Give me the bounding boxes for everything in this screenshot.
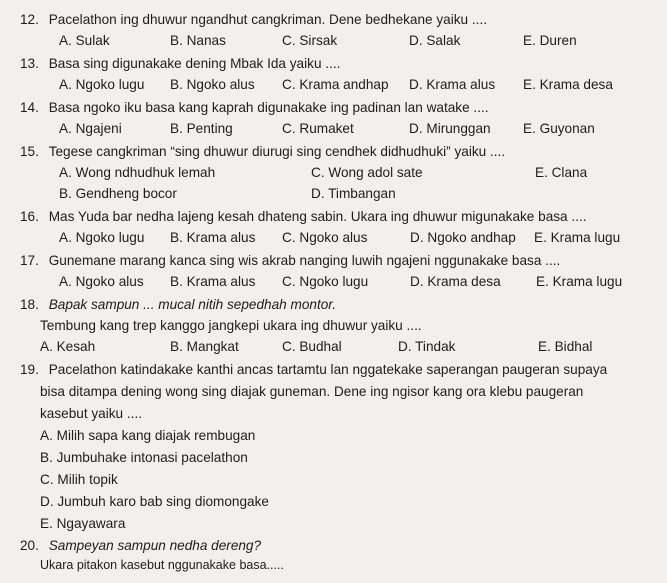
question-number: 13.: [20, 56, 39, 71]
question-15: [20, 143, 505, 160]
option-c: C. Ngoko lugu: [282, 274, 369, 289]
question-text: Tembung kang trep kanggo jangkepi ukara ing dhuwur yaiku ....: [40, 318, 422, 333]
question-number: 18.: [20, 297, 39, 312]
question-text: Tegese cangkriman “sing dhuwur diurugi sing cendhek didhudhuki” yaiku ....: [48, 144, 506, 159]
option-c: C. Rumaket: [282, 121, 354, 136]
option-a: A. Wong ndhudhuk lemah: [59, 165, 216, 180]
question-17: [20, 252, 560, 269]
question-text-line-3: kasebut yaiku ....: [40, 406, 143, 421]
option-d: D. Salak: [409, 33, 461, 48]
question-number: 14.: [20, 100, 39, 115]
option-e: E. Clana: [535, 165, 588, 180]
question-18: [20, 296, 336, 313]
option-a: A. Kesah: [40, 339, 96, 354]
option-c: C. Milih topik: [40, 472, 118, 487]
question-text: Pacelathon ing dhuwur ngandhut cangkriman. Dene bedhekane yaiku ....: [48, 12, 488, 27]
option-d: D. Krama desa: [410, 274, 501, 289]
question-20: [20, 537, 261, 554]
question-text: Basa sing digunakake dening Mbak Ida yaiku ....: [48, 56, 341, 71]
option-e: E. Duren: [523, 33, 577, 48]
question-text-line-2: bisa ditampa dening wong sing diajak guneman. Dene ing ngisor kang ora klebu paugeran: [40, 384, 584, 399]
option-a: A. Ngoko lugu: [59, 230, 145, 245]
question-text: Mas Yuda bar nedha lajeng kesah dhateng sabin. Ukara ing dhuwur migunakake basa ....: [48, 209, 587, 224]
option-e: E. Guyonan: [523, 121, 595, 136]
option-e: E. Krama lugu: [534, 230, 621, 245]
option-e: E. Krama lugu: [536, 274, 623, 289]
option-b: B. Ngoko alus: [170, 77, 255, 92]
option-b: B. Krama alus: [170, 274, 256, 289]
question-13: [20, 55, 340, 72]
question-number: 12.: [20, 12, 39, 27]
question-sentence: Bapak sampun ... mucal nitih sepedhah montor.: [48, 297, 337, 312]
option-b: B. Jumbuhake intonasi pacelathon: [40, 450, 248, 465]
question-14: [20, 99, 489, 116]
question-text: Gunemane marang kanca sing wis akrab nanging luwih ngajeni nggunakake basa ....: [48, 253, 561, 268]
option-b: B. Nanas: [170, 33, 226, 48]
question-number: 19.: [20, 362, 39, 377]
question-number: 17.: [20, 253, 39, 268]
option-a: A. Ngoko alus: [59, 274, 144, 289]
question-number: 20.: [20, 538, 39, 553]
question-text: Ukara pitakon kasebut nggunakake basa.....: [40, 558, 284, 572]
option-a: A. Ngoko lugu: [59, 77, 145, 92]
option-d: D. Krama alus: [409, 77, 496, 92]
option-c: C. Budhal: [282, 339, 342, 354]
option-b: B. Penting: [170, 121, 233, 136]
question-19: [20, 361, 607, 378]
option-c: C. Sirsak: [282, 33, 338, 48]
option-c: C. Ngoko alus: [282, 230, 368, 245]
option-d: D. Tindak: [398, 339, 456, 354]
option-e: E. Bidhal: [538, 339, 593, 354]
question-text: Basa ngoko iku basa kang kaprah digunakake ing padinan lan watake ....: [48, 100, 489, 115]
option-a: A. Milih sapa kang diajak rembugan: [40, 428, 256, 443]
option-d: D. Timbangan: [311, 186, 396, 201]
option-a: A. Ngajeni: [59, 121, 122, 136]
option-d: D. Ngoko andhap: [410, 230, 516, 245]
option-b: B. Mangkat: [170, 339, 239, 354]
option-e: E. Ngayawara: [40, 516, 126, 531]
option-c: C. Wong adol sate: [311, 165, 423, 180]
question-text-line-1: Pacelathon katindakake kanthi ancas tartamtu lan nggatekake saperangan paugeran supaya: [48, 362, 608, 377]
question-16: [20, 208, 587, 225]
question-12: [20, 11, 487, 28]
option-b: B. Krama alus: [170, 230, 256, 245]
option-e: E. Krama desa: [523, 77, 613, 92]
question-number: 16.: [20, 209, 39, 224]
option-d: D. Mirunggan: [409, 121, 491, 136]
option-c: C. Krama andhap: [282, 77, 389, 92]
option-b: B. Gendheng bocor: [59, 186, 177, 201]
option-d: D. Jumbuh karo bab sing diomongake: [40, 494, 269, 509]
question-sentence: Sampeyan sampun nedha dereng?: [48, 538, 262, 553]
option-a: A. Sulak: [59, 33, 110, 48]
question-number: 15.: [20, 144, 39, 159]
